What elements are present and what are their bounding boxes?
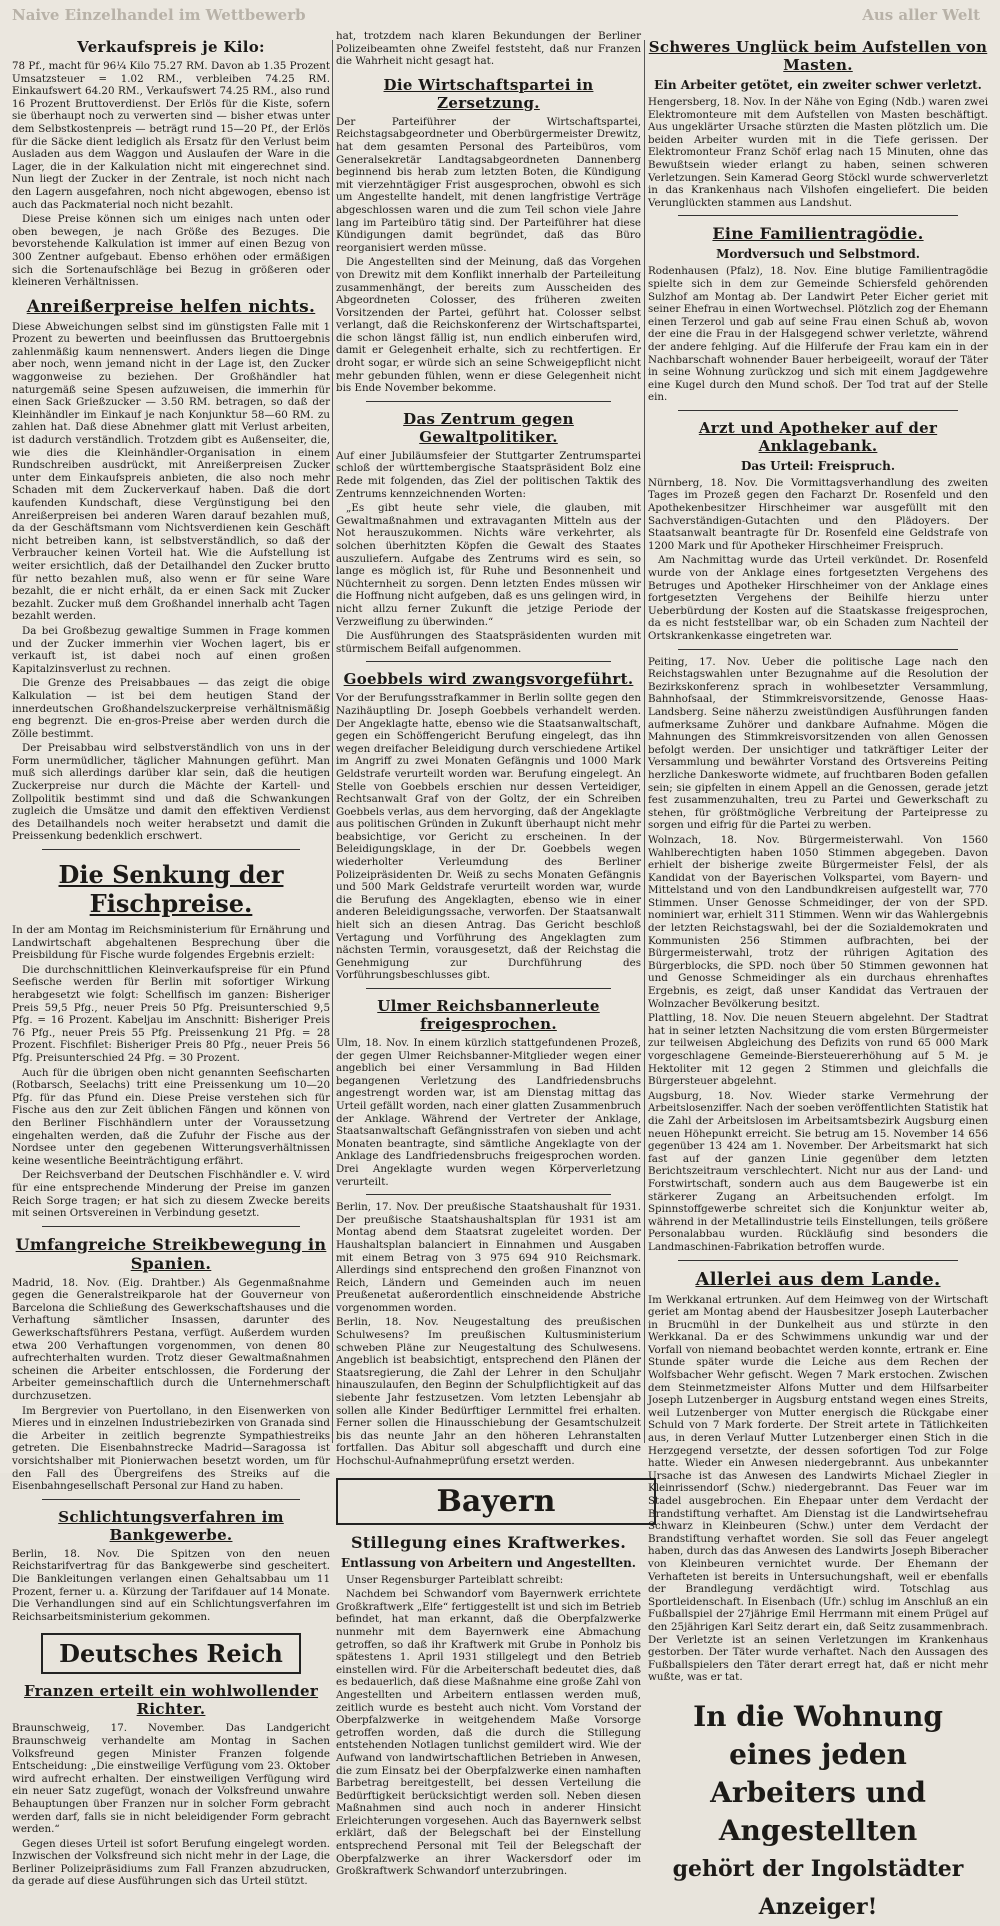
heading-allerlei (648, 1269, 988, 1290)
divider (42, 1499, 300, 1500)
heading-text: Arzt und Apotheker auf der Anklagebank. (698, 418, 938, 455)
paragraph: Am Nachmittag wurde das Urteil verkündet. Dr. Rosenfeld wurde von der Anklage eines fortgesetzten Vergehens des Betruges und Apotheker Hirschheimer von der Anklage eines fortgesetzten Vergehens der Beihilfe hierzu unter Ueberbürdung der Kosten auf die Staatskasse freigesprochen, da es nicht feststellbar war, ob ein Schaden zum Nachteil der Ortskrankenkasse eingetreten war. (648, 554, 988, 642)
paragraph: Der Reichsverband der Deutschen Fischhändler e. V. wird für eine entsprechende Minderung der Preise im ganzen Reich Sorge tragen; er hat sich zu diesem Zwecke bereits mit seinen Ortsvereinen in Verbindung gesetzt. (12, 1169, 330, 1220)
heading-fischpreise: Die Senkung der Fischpreise. (58, 860, 284, 919)
paragraph: Im Werkkanal ertrunken. Auf dem Heimweg von der Wirtschaft geriet am Montag abend der Hausbesitzer Joseph Lauterbacher in Brucmühl in der Dunkelheit aus und stürzte in den Werkkanal. Da er des Schwimmens unkundig war und der Vorfall von niemand beobachtet werden konnte, ertrank er. Eine Stunde später wurde die Leiche aus dem Rechen der Wolfsbacher Wehr gefischt. Wegen 7 Mark erstochen. Zwischen dem Steinmetzmeister Alfons Mutter und dem Hilfsarbeiter Joseph Lutzenberger in Augsburg entstand wegen eines Streits, weil Lutzenberger von Mutter energisch die Rückgabe einer Schuld von 7 Mark forderte. Der Streit artete in Tätlichkeiten aus, in deren Verlauf Mutter Lutzenberger einen Stich in die Herzgegend versetzte, der dessen sofortigen Tod zur Folge hatte. Wieder ein Anwesen niedergebrannt. Aus unbekannter Ursache ist das Anwesen des Landwirts Michael Ziegler in Kleinrissendorf (Schw.) niedergebrannt. Das Feuer war im Stadel ausgebrochen. Ein Ehepaar unter dem Verdacht der Brandstiftung verhaftet. Am Dienstag ist die Landwirtsehefrau Schwarz in Kleinbeuren (Schw.) unter dem Verdacht der Brandstiftung verhaftet worden. Sie soll das Feuer angelegt haben, durch das das Anwesen des Landwirts Joseph Biberacher von Kleinbeuren vernichtet wurde. Der Ehemann der Verhafteten ist bereits in Untersuchungshaft, weil er ebenfalls der Brandlegung verdächtigt wird. Totschlag aus Sportleidenschaft. In Eisenbach (Ufr.) schlug im Anschluß an ein Fußballspiel der 27jährige Emil Herrmann mit einem Prügel auf den 25jährigen Karl Seitz derart ein, daß Seitz zusammenbrach. Der Verletzte ist an seinen Verletzungen im Krankenhaus gestorben. Der Täter wurde verhaftet. Nach den Aussagen des Fußballspielers den Täter derart erregt hat, daß er nicht mehr wußte, was er tat. (648, 1293, 988, 1684)
paragraph: Peiting, 17. Nov. Ueber die politische Lage nach den Reichstagswahlen unter Bezugnahme auf die Resolution der Bezirkskonferenz sprach in wohlbesetzter Versammlung, Bahnhofsaal, der Stimmkreisvorsitzende, Genosse Haas-Landsberg. Seine näherzu zweistündigen Ausführungen fanden aufmerksame Zuhörer und dankbare Aufnahme. Mögen die Mahnungen des Stimmkreisvorsitzenden von allen Genossen befolgt werden. Der unsichtiger und tatkräftiger Leiter der Versammlung und bewährter Vorstand des Ortsvereins Peiting herzliche Dankesworte widmete, auf fruchtbaren Boden gefallen sein; sie gipfelten in einem Appell an die Genossen, gerade jetzt fest zusammenzuhalten, treu zu Partei und Gewerkschaft zu stehen, für größtmögliche Verbreitung der Parteipresse zu sorgen und eifrig für die Partei zu werben. (648, 655, 988, 832)
paragraph: Auf einer Jubiläumsfeier der Stuttgarter Zentrumspartei schloß der württembergische Staatspräsident Bolz eine Rede mit folgenden, das Ziel der politischen Taktik des Zentrums kennzeichnenden Worten: (336, 449, 641, 500)
paragraph: Plattling, 18. Nov. Die neuen Steuern abgelehnt. Der Stadtrat hat in seiner letzten Nachsitzung die vom ersten Bürgermeister zur teilweisen Abgleichung des Defizits von rund 65 000 Mark vorgeschlagene Gemeinde-Biersteuererhöhung auf 5 M. je Hektoliter mit 12 gegen 2 Stimmen und gleichfalls die Bürgersteuer abgelehnt. (648, 1012, 988, 1088)
column-rule (644, 40, 645, 1443)
heading-text: Schweres Unglück beim Aufstellen von Masten. (648, 38, 988, 74)
section-box-deutsches-reich: Deutsches Reich (41, 1633, 301, 1674)
divider (366, 988, 611, 989)
divider (366, 1194, 611, 1195)
advertisement-ingolstaedter-anzeiger (648, 1698, 988, 1926)
divider (678, 649, 958, 650)
heading-text: Schlichtungsverfahren im Bankgewerbe. (58, 1507, 284, 1544)
heading-text: Das Zentrum gegen Gewaltpolitiker. (403, 409, 574, 446)
divider (678, 215, 958, 216)
heading-anreisserpreise (12, 297, 330, 317)
paragraph: hat, trotzdem nach klaren Bekundungen der Berliner Polizeibeamten ohne Zweifel feststeht, daß nur Franzen die Wahrheit nicht gesagt hat. (336, 30, 641, 68)
paragraph: Auch für die übrigen oben nicht genannten Seefischarten (Rotbarsch, Seelachs) tritt eine Preissenkung um 10—20 Pfg. für das Pfund ein. Diese Preise verstehen sich für Fische aus den zur Zeit üblichen Fängen und können von den Berliner Fischhändlern unter der Voraussetzung eingehalten werden, daß die Zufuhr der Fische aus der Nordsee unter den gegebenen Witterungsverhältnissen keine wesentliche Beeinträchtigung erfährt. (12, 1066, 330, 1167)
subheading-arzt-apotheker: Das Urteil: Freispruch. (740, 458, 896, 473)
heading-schlichtung (12, 1508, 330, 1544)
paragraph: Diese Preise können sich um einiges nach unten oder oben bewegen, je nach Größe des Bezuges. Die bevorstehende Kalkulation ist immer auf einen Bezug von 300 Zentner aufgebaut. Ebenso erhöhen oder ermäßigen sich die Sortenaufschläge bei Bezug in größeren oder kleineren Verhältnissen. (12, 213, 330, 289)
heading-text: Umfangreiche Streikbewegung in Spanien. (15, 1234, 327, 1273)
paragraph: Hengersberg, 18. Nov. In der Nähe von Eging (Ndb.) waren zwei Elektromonteure mit dem Aufstellen von Masten beschäftigt. Aus ungeklärter Ursache stürzten die Masten plötzlich um. Die beiden Arbeiter wurden mit in die Tiefe gerissen. Der Elektromonteur Franz Schöf erlag nach 15 Minuten, ohne das Bewußtsein wieder erlangt zu haben, seinen schweren Verletzungen. Sein Kamerad Georg Stöckl wurde schwerverletzt in das Krankenhaus nach Vilshofen eingeliefert. Die beiden Verunglückten stammen aus Landshut. (648, 96, 988, 209)
heading-stillegung: Stillegung eines Kraftwerkes. (350, 1532, 627, 1552)
paragraph: Die Grenze des Preisabbaues — das zeigt die obige Kalkulation — ist bei dem heutigen Stand der innerdeutschen Großhandelszuckerpreise verhältnismäßig eng begrenzt. Die en-gros-Preise aber werden durch die Zölle bestimmt. (12, 677, 330, 740)
column-rule (332, 40, 333, 1443)
heading-verkaufspreis: Verkaufspreis je Kilo: (77, 38, 265, 56)
heading-text: Allerlei aus dem Lande. (695, 1268, 941, 1290)
paragraph: Der Parteiführer der Wirtschaftspartei, Reichstagsabgeordneter und Oberbürgermeister Drewitz, hat dem gesamten Personal des Parteibüros, vom Generalsekretär Landtagsabgeordneten Dannenberg beginnend bis herab zum letzten Boten, die Kündigung mit vierzehntägiger Frist ausgesprochen, obwohl es sich um Angestellte handelt, mit denen langfristige Verträge abgeschlossen waren und die zum Teil schon viele Jahre lang im Parteibüro tätig sind. Der Parteiführer hat diese Kündigungen damit begründet, daß das Büro reorganisiert werden müsse. (336, 115, 641, 254)
ad-line: Arbeiters und Angestellten (710, 1775, 926, 1847)
paragraph: Unser Regensburger Parteiblatt schreibt: (346, 1573, 564, 1586)
paragraph: Die Ausführungen des Staatspräsidenten wurden mit stürmischem Beifall aufgenommen. (336, 630, 641, 655)
paragraph: Wolnzach, 18. Nov. Bürgermeisterwahl. Von 1560 Wahlberechtigten haben 1050 Stimmen abgegeben. Davon erhielt der bisherige zweite Bürgermeister Felsl, der als Kandidat von der Bayerischen Volkspartei, vom Bayern- und Mittelstand und von den Landbundkreisen aufgestellt war, 770 Stimmen. Unser Genosse Schmeidinger, der von der SPD. nominiert war, erhielt 311 Stimmen. Wenn wir das Wahlergebnis der letzten Reichstagswahl, bei der die Sozialdemokraten und Kommunisten 256 Stimmen aufbrachten, bei der Bürgermeisterwahl, trotz der rührigen Agitation des Bürgerblocks, die SPD. noch über 50 Stimmen gewonnen hat und Genosse Schmeidinger als ein durchaus ehrenhaftes Ergebnis, es zeigt, daß unser Kandidat das Vertrauen der Wolnzacher Bevölkerung besitzt. (648, 833, 988, 1010)
ad-line: In die Wohnung eines jeden (693, 1699, 943, 1771)
heading-goebbels (336, 670, 641, 688)
divider (678, 410, 958, 411)
faded-header-right: Aus aller Welt (862, 6, 980, 24)
heading-arzt-apotheker (648, 419, 988, 455)
paragraph: Madrid, 18. Nov. (Eig. Drahtber.) Als Gegenmaßnahme gegen die Generalstreikparole hat der Gouverneur von Barcelona die Schließung des Gewerkschaftshauses und die Verhaftung sämtlicher Insassen, darunter des Gewerkschaftsführers Pestana, verfügt. Außerdem wurden etwa 200 Verhaftungen vorgenommen, von denen 80 aufrechterhalten wurden. Trotz dieser Gewaltmaßnahmen scheinen die Arbeiter entschlossen, die Forderung der Arbeiter gemeinschaftlich durch die Unternehmerschaft durchzusetzen. (12, 1276, 330, 1403)
paragraph: Braunschweig, 17. November. Das Landgericht Braunschweig verhandelte am Montag in Sachen Volksfreund gegen Minister Franzen folgende Entscheidung: „Die einstweilige Verfügung vom 23. Oktober wird aufrecht erhalten. Der einstweiligen Verfügung wird ein neuer Satz zugefügt, wonach der Volksfreund unwahre Behauptungen über Franzen nur in solcher Form gebracht werden darf, falls sie in nicht beleidigender Form gebracht werden.“ (12, 1722, 330, 1836)
divider (366, 661, 611, 662)
paragraph: Die Angestellten sind der Meinung, daß das Vorgehen von Drewitz mit dem Konflikt innerhalb der Parteileitung zusammenhängt, der bereits zum Ausscheiden des Abgeordneten Colosser, des früheren zweiten Vorsitzenden der Partei, geführt hat. Colosser selbst verlangt, daß die Reichskonferenz der Wirtschaftspartei, die schon längst fällig ist, nun endlich einberufen wird, damit er Gelegenheit erhalte, sich zu rechtfertigen. Er droht sogar, er würde sich an seine Schweigepflicht nicht mehr gebunden fühlen, wenn er diese Gelegenheit nicht bis Ende November bekomme. (336, 256, 641, 395)
paragraph: Vor der Berufungsstrafkammer in Berlin sollte gegen den Nazihäuptling Dr. Joseph Goebbels verhandelt werden. Der Angeklagte hatte, ebenso wie die Staatsanwaltschaft, gegen ein Schöffengericht Berufung eingelegt, das ihn wegen dreifacher Beleidigung durch verschiedene Artikel im Angriff zu zwei Monaten Gefängnis und 1000 Mark Geldstrafe verurteilt worden war. Berufung eingelegt. An Stelle von Goebbels erschien nur dessen Verteidiger, Rechtsanwalt Graf von der Goltz, der ein Schreiben Goebbels verlas, aus dem hervorging, daß der Angeklagte aus politischen Gründen in Zukunft überhaupt nicht mehr beabsichtige, vor Gericht zu erscheinen. In der Beleidigungsklage, in der Dr. Goebbels wegen wiederholter Verleumdung des Berliner Polizeipräsidenten Dr. Weiß zu sechs Monaten Gefängnis und 500 Mark Geldstrafe verurteilt worden war, wurde die Berufung des Angeklagten, ebenso wie in einer anderen Beleidigungssache, verworfen. Der Staatsanwalt hielt sich an diesen Antrag. Das Gericht beschloß Vertagung und Vorführung des Angeklagten zum nächsten Termin, vorausgesetzt, daß der Reichstag die Genehmigung zur Durchführung des Vorführungsbeschlusses gibt. (336, 692, 641, 982)
paragraph: Da bei Großbezug gewaltige Summen in Frage kommen und der Zucker immerhin vier Wochen lagert, bis er verkauft ist, ist dabei noch auf einen großen Kapitalzinsverlust zu rechnen. (12, 624, 330, 675)
divider (366, 401, 611, 402)
heading-masten (648, 38, 988, 74)
column-middle (336, 30, 641, 1878)
paragraph: Diese Abweichungen selbst sind im günstigsten Falle mit 1 Prozent zu bewerten und beeinflussen das Bruttoergebnis zahlenmäßig kaum nennenswert. Anders liegen die Dinge aber noch, wenn jemand nicht in der Lage ist, den Zucker waggonweise zu beziehen. Der Großhändler hat naturgemäß seine Spesen aufzuweisen, die immerhin für einen Sack Grießzucker — 3.50 RM. betragen, so daß der Kleinhändler im Einkauf je nach Konjunktur 58—60 RM. zu zahlen hat. Daß diese Abnehmer glatt mit Verlust arbeiten, ist dadurch verständlich. Trotzdem gibt es Außenseiter, die, wie dies die Kleinhändler-Organisation in einem Rundschreiben ausdrückt, mit Anreißerpreisen Zucker unter dem Einkaufspreis anbieten, die also noch mehr Schaden mit dem Zuckerverkauf haben. Daß die dort kaufenden Kundschaft, diese Vergünstigung bei den Anreißerpreisen bei anderen Waren darauf bezahlen muß, da der Geschäftsmann vom Nichtsverdienen kein Geschäft nicht betreiben kann, ist selbstverständlich, so daß der Verbraucher keinen Vorteil hat. Wie die Aufstellung ist weiter ersichtlich, daß der Detailhandel den Zucker brutto für netto bezahlen muß, also wenn er für seine Ware bezahlt, die er nicht erhält, da er einen Sack mit Zucker bezahlt. Zucker muß dem Großhandel innerhalb acht Tagen bezahlt werden. (12, 320, 330, 623)
section-box-bayern: Bayern (336, 1478, 656, 1525)
paragraph: Ulm, 18. Nov. In einem kürzlich stattgefundenen Prozeß, der gegen Ulmer Reichsbanner-Mitglieder wegen einer angeblich bei einer Versammlung in Bad Hilden begangenen Verletzung des Landfriedensbruchs angestrengt worden war, ist am Dienstag mittag das Urteil gefällt worden, nach einer glatten Zusammenbruch der Anklage. Während der Vertreter der Anklage, Staatsanwaltschaft Gefängnisstrafen von sieben und acht Monaten beantragte, sind sämtliche Angeklagte von der Anklage des Landfriedensbruchs freigesprochen worden. Drei Angeklagte wurden wegen Körperverletzung verurteilt. (336, 1037, 641, 1188)
paragraph: Berlin, 17. Nov. Der preußische Staatshaushalt für 1931. Der preußische Staatshaushaltsplan für 1931 ist am Montag abend dem Staatsrat zugeleitet worden. Der Haushaltsplan balanciert in Einnahmen und Ausgaben mit einem Betrag von 3 975 694 910 Reichsmark. Allerdings sind entsprechend den großen Finanznot von Reich, Ländern und Gemeinden auch im neuen Preußenetat außerordentlich einschneidende Abstriche vorgenommen worden. (336, 1201, 641, 1314)
subheading-stillegung: Entlassung von Arbeitern und Angestellten. (341, 1555, 636, 1570)
paragraph: „Es gibt heute sehr viele, die glauben, mit Gewaltmaßnahmen und extravaganten Mitteln aus der Not herauszukommen. Nichts wäre verkehrter, als solchen überhitzten Köpfen die Gewalt des Staates auszuliefern. Aufgabe des Zentrums wird es sein, so lange es möglich ist, für Ruhe und Besonnenheit und Nüchternheit zu sorgen. Denn letzten Endes müssen wir die Hoffnung nicht aufgeben, daß es uns gelingen wird, in nicht allzu ferner Zukunft die jetzige Periode der Verzweiflung zu überwinden.“ (336, 502, 641, 628)
divider (678, 1260, 958, 1261)
faded-header-left: Naive Einzelhandel im Wettbewerb (12, 6, 306, 24)
heading-text: Anreißerpreise helfen nichts. (26, 296, 316, 317)
paragraph: Nachdem bei Schwandorf vom Bayernwerk errichtete Großkraftwerk „Elfe“ fertiggestellt ist und sich im Betrieb befindet, hat man erkannt, daß die Oberpfalzwerke nunmehr mit dem Bayernwerk eine Abmachung getroffen, so daß ihr Kraftwerk mit Grube in Ponholz bis spätestens 1. April 1931 stillgelegt und den Betrieb einstellen wird. Für die Arbeiterschaft bedeutet dies, daß es bedauerlich, daß diese Maßnahme eine große Zahl von Angestellten und Arbeitern entlassen werden muß, zeitlich wurde es besteht auch nicht. Vom Vorstand der Oberpfalzwerke in weitgehendem Maße Vorsorge getroffen worden, daß die durch die Stillegung entstehenden Notlagen tunlichst gemildert wird. Wie der Aufwand von landwirtschaftlichen Betrieben in Anwesen, die zum Einsatz bei der Oberpfalzwerke einen namhaften Barbetrag bereitgestellt, bei dessen Verteilung die Bedürftigkeit berücksichtigt werden soll. Neben diesen Maßnahmen sind auch noch in anderer Hinsicht Erleichterungen vorgesehen. Auch das Bayernwerk selbst erklärt, daß der Belegschaft bei der Einstellung entsprechend Personal mit Teil der Belegschaft der Oberpfalzwerke an ihrer Wackersdorf oder im Großkraftwerk Schwandorf unterzubringen. (336, 1588, 641, 1878)
divider (42, 1226, 300, 1227)
paragraph: Der Preisabbau wird selbstverständlich von uns in der Form unermüdlicher, täglicher Mahnungen geführt. Man muß sich allerdings darüber klar sein, daß die heutigen Zuckerpreise nur durch die Mächte der Kartell- und Zollpolitik bestimmt sind und daß die Schwankungen zugleich die Umsätze und damit den effektiven Verdienst des Detailhandels noch weiter herabsetzt und damit die Preissenkung bedenklich erschwert. (12, 742, 330, 843)
paragraph: Berlin, 18. Nov. Die Spitzen von den neuen Reichstarifvertrag für das Bankgewerbe sind gescheitert. Die Bankleitungen verlangen einen Gehaltsabbau um 11 Prozent, ferner u. a. Kürzung der Tarifdauer auf 14 Monate. Die Verhandlungen sind auf ein Schlichtungsverfahren im Reichsarbeitsministerium gekommen. (12, 1547, 330, 1623)
paragraph: Die durchschnittlichen Kleinverkaufspreise für ein Pfund Seefische werden für Berlin mit sofortiger Wirkung herabgesetzt wie folgt: Schellfisch im ganzen: Bisheriger Preis 59,5 Pfg., neuer Preis 50 Pfg. Preisunterschied 9,5 Pfg. = 16 Prozent. Kabeljau im Anschnitt: Bisheriger Preis 76 Pfg., neuer Preis 55 Pfg. Preissenkung 21 Pfg. = 28 Prozent. Fischfilet: Bisheriger Preis 80 Pfg., neuer Preis 56 Pfg. Preisunterschied 24 Pfg. = 30 Prozent. (12, 963, 330, 1064)
heading-zentrum (336, 410, 641, 446)
paragraph: Berlin, 18. Nov. Neugestaltung des preußischen Schulwesens? Im preußischen Kultusministerium schweben Pläne zur Neugestaltung des Schulwesens. Angeblich ist beabsichtigt, entsprechend den Plänen der Staatsregierung, die Zahl der Lehrer in den Schuljahr hinauszulaufen, den Beginn der Schulpflichtigkeit auf das siebente Jahr festzusetzen. Vom letzten Lebensjahr ab sollen alle Kinder Bedürftiger Lernmittel frei erhalten. Ferner sollen die Hinausschiebung der Gesamtschulzeit bis das neunte Jahr an den höheren Lehranstalten fortfallen. Das Abitur soll abgeschafft und durch eine Hochschul-Aufnahmeprüfung ersetzt werden. (336, 1316, 641, 1467)
paragraph: Augsburg, 18. Nov. Wieder starke Vermehrung der Arbeitslosenziffer. Nach der soeben veröffentlichten Statistik hat die Zahl der Arbeitslosen im Arbeitsamtsbezirk Augsburg einen neuen Höhepunkt erreicht. Sie betrug am 15. November 14 656 gegenüber 13 424 am 1. November. Der Arbeitsmarkt hat sich fast auf der ganzen Linie gegenüber dem letzten Berichtszeitraum verschlechtert. Nicht nur aus der Land- und Forstwirtschaft, sondern auch aus dem Baugewerbe ist ein stärkerer Zugang an Arbeitsuchenden erfolgt. Im Spinnstoffgewerbe schreitet sich die Konjunktur weiter ab, während in der Metallindustrie teils Einstellungen, teils größere Personalabbau wurden. Rückläufig sind besonders die Landmaschinen-Fabrikation betroffen wurde. (648, 1089, 988, 1253)
heading-streikbewegung (12, 1235, 330, 1273)
heading-franzen (12, 1682, 330, 1718)
heading-text: Ulmer Reichsbannerleute freigesprochen. (377, 997, 600, 1033)
paragraph: Rodenhausen (Pfalz), 18. Nov. Eine blutige Familientragödie spielte sich in dem zur Gemeinde Schiersfeld gehörenden Sulzhof am Montag ab. Der Landwirt Peter Eicher geriet mit seiner Ehefrau in einen Wortwechsel. Plötzlich zog der Ehemann einen Terzerol und gab auf seine Frau einen Schuß ab, wovon der eine die Frau in der Halsgegend schwer verletzte, während der andere fehlging. Auf die Hilferufe der Frau kam ein in der Nachbarschaft wohnender Bauer herbeigeeilt, worauf der Täter in seine Wohnung zurückzog und sich mit einem Jagdgewehre eine Kugel durch den Mund schoß. Der Tod trat auf der Stelle ein. (648, 265, 988, 404)
paragraph: Gegen dieses Urteil ist sofort Berufung eingelegt worden. Inzwischen der Volksfreund sich nicht mehr in der Lage, die Berliner Polizeipräsidiums zum Fall Franzen abzudrucken, da gerade auf diese Ausführungen sich das Urteil stützt. (12, 1837, 330, 1888)
heading-text: Die Wirtschaftspartei in Zersetzung. (383, 75, 594, 112)
ad-line: gehört der Ingolstädter Anzeiger! (672, 1855, 964, 1920)
paragraph: Nürnberg, 18. Nov. Die Vormittagsverhandlung des zweiten Tages im Prozeß gegen den Facharzt Dr. Rosenfeld und den Apothekenbesitzer Hirschheimer war ausgefüllt mit den Sachverständigen-Gutachten und den Plädoyers. Der Staatsanwalt beantragte für Dr. Rosenfeld eine Geldstrafe von 1200 Mark und für Apotheker Hirschheimer Freispruch. (648, 476, 988, 552)
heading-wirtschaftspartei (336, 76, 641, 112)
column-right (648, 30, 988, 1920)
heading-text: Franzen erteilt ein wohlwollender Richter. (23, 1682, 319, 1719)
column-left (12, 30, 330, 1888)
paragraph: In der am Montag im Reichsministerium für Ernährung und Landwirtschaft abgehaltenen Besprechung über die Preisbildung für Fische wurde folgendes Ergebnis erzielt: (12, 924, 330, 962)
heading-familientragoedie (648, 224, 988, 243)
divider (42, 849, 300, 850)
paragraph: 78 Pf., macht für 96¼ Kilo 75.27 RM. Davon ab 1.35 Prozent Umsatzsteuer = 1.02 RM., verbleiben 74.25 RM. Einkaufswert 64.20 RM., Verkaufswert 74.25 RM., also rund 16 Prozent Bruttoverdienst. Der Erlös für die Kiste, sofern sie überhaupt noch zu verwerten sind — bisher etwas unter dem Selbstkostenpreis — beträgt rund 15—20 Pf., der Erlös für die Säcke dient lediglich als Ersatz für den Verlust beim Ausladen aus dem Waggon und Auslaufen der Ware in die Lager, die in der Kalkulation nicht mit eingerechnet sind. Nun liegt der Zucker in der Zentrale, ist noch nicht nach den Lagern ausgefahren, noch nicht abgewogen, ebenso ist auch das Packmaterial noch nicht bezahlt. (12, 60, 330, 211)
subheading-masten: Ein Arbeiter getötet, ein zweiter schwer verletzt. (654, 78, 982, 92)
heading-text: Goebbels wird zwangsvorgeführt. (343, 670, 634, 689)
heading-text: Eine Familientragödie. (712, 224, 924, 244)
paragraph: Im Bergrevier von Puertollano, in den Eisenwerken von Mieres und in einzelnen Industriebezirken von Granada sind die Arbeiter in zeitlich begrenzte Sympathiestreiks getreten. Die Eisenbahnstrecke Madrid—Saragossa ist vorsichtshalber mit Pionierwachen besetzt worden, um für den Fall des Übergreifens des Streiks auf die Eisenbahngesellschaft Personal zur Hand zu haben. (12, 1404, 330, 1493)
heading-ulm (336, 997, 641, 1033)
subheading-familientragoedie: Mordversuch und Selbstmord. (716, 247, 920, 262)
